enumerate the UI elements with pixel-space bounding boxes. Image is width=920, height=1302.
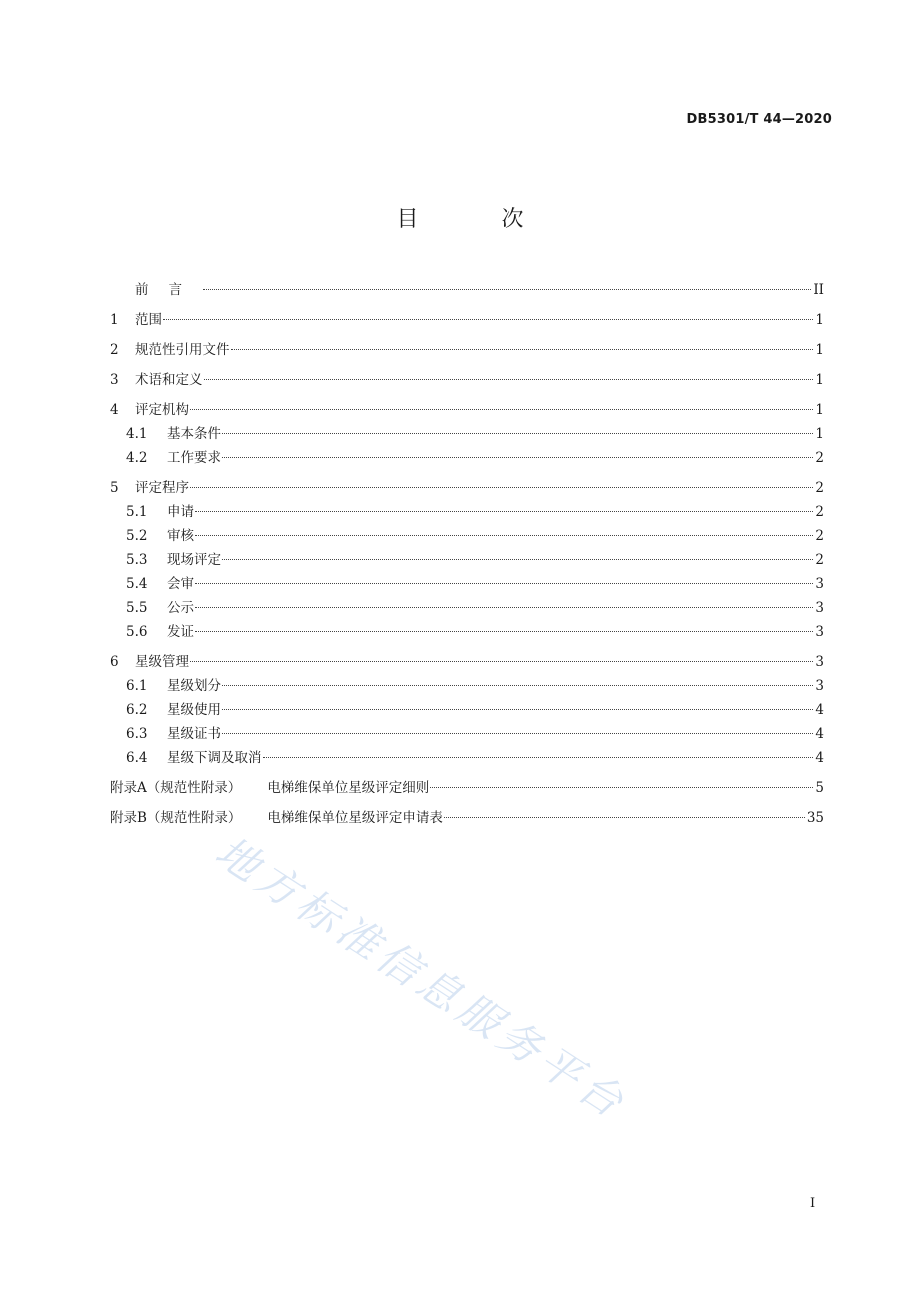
toc-entry-label: 星级管理: [135, 654, 189, 670]
toc-entry-number: 6.2: [126, 702, 148, 718]
toc-entry-label: 星级证书: [167, 726, 221, 742]
toc-entry[interactable]: [110, 446, 824, 470]
toc-entry[interactable]: [110, 500, 824, 524]
toc-entry-number: 1: [110, 312, 119, 328]
toc-entry-page: 3: [815, 600, 824, 616]
toc-entry[interactable]: [110, 722, 824, 746]
dot-leader: [195, 511, 813, 512]
toc-entry-number: 5: [110, 480, 119, 496]
toc-entry-label: 星级下调及取消: [167, 750, 262, 766]
dot-leader: [163, 319, 813, 320]
toc-entry[interactable]: [110, 338, 824, 362]
toc-entry-number: 4: [110, 402, 119, 418]
dot-leader: [195, 631, 813, 632]
dot-leader: [222, 559, 813, 560]
toc-entry-label: 范围: [135, 312, 162, 328]
toc-entry-label: 评定机构: [135, 402, 189, 418]
toc-entry-page: 3: [815, 678, 824, 694]
toc-entry-page: 2: [815, 450, 824, 466]
toc-entry-label: 电梯维保单位星级评定申请表: [267, 810, 443, 826]
toc-entry-label: 基本条件: [167, 426, 221, 442]
toc-entry[interactable]: [110, 806, 824, 830]
toc-entry[interactable]: [110, 572, 824, 596]
dot-leader: [263, 757, 814, 758]
toc-entry-page: 3: [815, 576, 824, 592]
toc-entry[interactable]: [110, 278, 824, 302]
toc-entry-page: 4: [815, 750, 824, 766]
toc-entry-number: 附录B（规范性附录）: [110, 810, 242, 826]
toc-entry-number: 5.1: [126, 504, 148, 520]
toc-entry-label: 会审: [167, 576, 194, 592]
toc-entry-page: 1: [815, 312, 824, 328]
toc-entry-number: 5.2: [126, 528, 148, 544]
toc-entry-number: 5.6: [126, 624, 148, 640]
dot-leader: [190, 409, 813, 410]
toc-entry-page: 3: [815, 654, 824, 670]
toc-entry[interactable]: [110, 698, 824, 722]
toc-entry-label: 审核: [167, 528, 194, 544]
toc-entry-number: 2: [110, 342, 119, 358]
dot-leader: [195, 607, 813, 608]
toc-entry[interactable]: [110, 308, 824, 332]
toc-entry-page: 5: [815, 780, 824, 796]
toc-entry-number: 3: [110, 372, 119, 388]
toc-entry-page: 2: [815, 552, 824, 568]
toc-entry-number: 5.4: [126, 576, 148, 592]
toc-entry[interactable]: [110, 596, 824, 620]
toc-entry-number: 6.1: [126, 678, 148, 694]
watermark: 地方标准信息服务平台: [206, 826, 637, 1130]
document-code: DB5301/T 44—2020: [686, 112, 832, 127]
toc-entry-number: 6.4: [126, 750, 148, 766]
toc-entry-number: 附录A（规范性附录）: [110, 780, 242, 796]
dot-leader: [190, 487, 813, 488]
table-of-contents: [110, 278, 824, 830]
dot-leader: [222, 433, 813, 434]
dot-leader: [195, 583, 813, 584]
dot-leader: [222, 733, 813, 734]
dot-leader: [195, 535, 813, 536]
dot-leader: [203, 289, 811, 290]
dot-leader: [430, 787, 813, 788]
toc-entry[interactable]: [110, 674, 824, 698]
toc-entry-label: 公示: [167, 600, 194, 616]
dot-leader: [222, 709, 813, 710]
toc-entry-label: 申请: [167, 504, 194, 520]
toc-entry-number: 6: [110, 654, 119, 670]
dot-leader: [444, 817, 805, 818]
toc-entry[interactable]: [110, 422, 824, 446]
toc-entry-label: 星级划分: [167, 678, 221, 694]
toc-entry[interactable]: [110, 548, 824, 572]
toc-entry-label: 规范性引用文件: [135, 342, 230, 358]
toc-entry-page: 3: [815, 624, 824, 640]
toc-entry-label: 前言: [135, 282, 202, 298]
dot-leader: [222, 457, 813, 458]
toc-entry[interactable]: [110, 776, 824, 800]
dot-leader: [204, 379, 814, 380]
toc-entry-page: 2: [815, 480, 824, 496]
toc-entry[interactable]: [110, 476, 824, 500]
toc-entry-page: 1: [815, 342, 824, 358]
dot-leader: [222, 685, 813, 686]
dot-leader: [231, 349, 814, 350]
toc-entry-number: 5.5: [126, 600, 148, 616]
toc-entry-page: 4: [815, 702, 824, 718]
toc-entry-label: 工作要求: [167, 450, 221, 466]
toc-entry-number: 4.1: [126, 426, 148, 442]
toc-entry-label: 发证: [167, 624, 194, 640]
toc-entry[interactable]: [110, 368, 824, 392]
toc-entry-number: 5.3: [126, 552, 148, 568]
toc-entry-page: 1: [815, 372, 824, 388]
toc-entry-label: 电梯维保单位星级评定细则: [267, 780, 430, 796]
toc-entry-page: 35: [806, 810, 824, 826]
toc-entry-label: 现场评定: [167, 552, 221, 568]
toc-entry[interactable]: [110, 650, 824, 674]
toc-entry[interactable]: [110, 524, 824, 548]
toc-entry-page: II: [813, 282, 824, 298]
toc-entry-label: 术语和定义: [135, 372, 203, 388]
toc-entry[interactable]: [110, 620, 824, 644]
toc-entry-label: 星级使用: [167, 702, 221, 718]
toc-entry-page: 2: [815, 504, 824, 520]
toc-entry-page: 2: [815, 528, 824, 544]
toc-entry-label: 评定程序: [135, 480, 189, 496]
toc-entry[interactable]: [110, 746, 824, 770]
page-number: I: [810, 1196, 816, 1211]
dot-leader: [190, 661, 813, 662]
toc-entry-page: 1: [815, 426, 824, 442]
toc-entry-number: 6.3: [126, 726, 148, 742]
toc-entry-page: 4: [815, 726, 824, 742]
page-title: 目 次: [396, 207, 562, 232]
toc-entry-page: 1: [815, 402, 824, 418]
toc-entry-number: 4.2: [126, 450, 148, 466]
toc-entry[interactable]: [110, 398, 824, 422]
